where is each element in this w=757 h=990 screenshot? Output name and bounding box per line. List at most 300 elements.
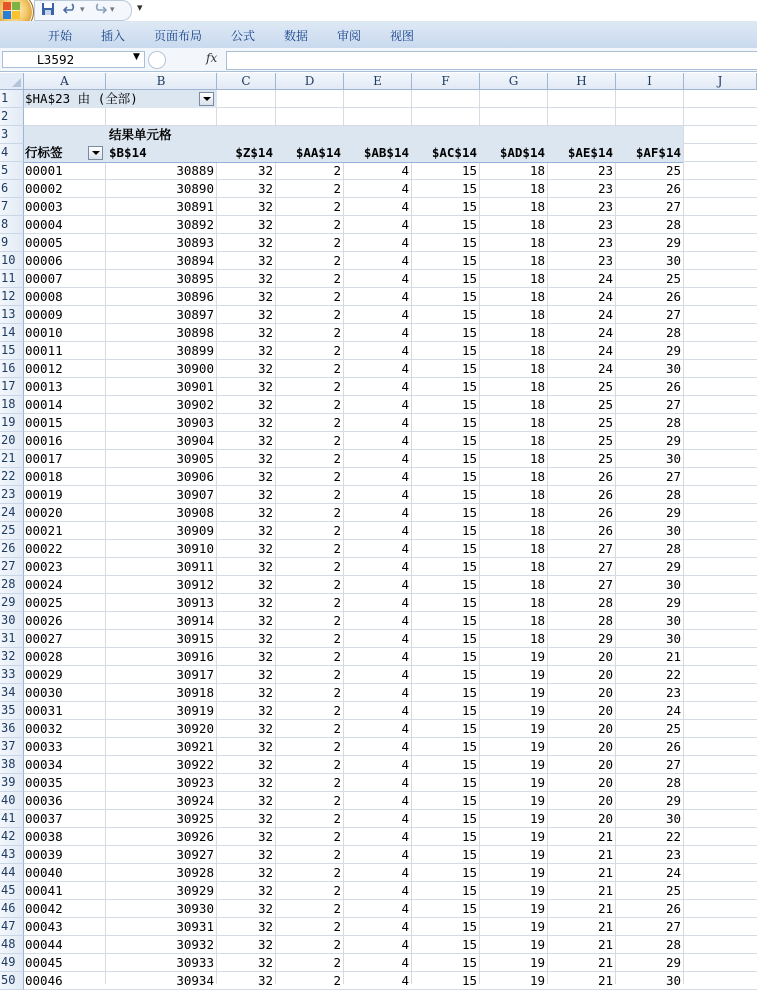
row-header[interactable]: 11: [0, 270, 24, 288]
data-cell: 15: [461, 613, 477, 628]
data-cell: 2: [333, 235, 341, 250]
row-label: 00033: [25, 739, 63, 754]
tab-data[interactable]: 数据: [284, 29, 309, 43]
data-cell: 21: [597, 937, 613, 952]
row-header[interactable]: 34: [0, 684, 24, 702]
row-labels-header: 行标签: [25, 145, 63, 160]
row-header[interactable]: 1: [0, 90, 24, 108]
data-cell: 2: [333, 901, 341, 916]
undo-icon[interactable]: [63, 2, 77, 18]
data-cell: 2: [333, 631, 341, 646]
data-cell: 30923: [176, 775, 214, 790]
data-cell: 30895: [176, 271, 214, 286]
data-cell: 30903: [176, 415, 214, 430]
data-cell: 2: [333, 577, 341, 592]
data-cell: 30909: [176, 523, 214, 538]
data-cell: 32: [257, 541, 273, 556]
data-cell: 18: [529, 541, 545, 556]
data-cell: 25: [597, 433, 613, 448]
data-cell: 2: [333, 397, 341, 412]
data-cell: 26: [597, 505, 613, 520]
row-header[interactable]: 23: [0, 486, 24, 504]
data-cell: 4: [401, 955, 409, 970]
report-filter-dropdown-icon[interactable]: [199, 92, 214, 106]
column-header-a[interactable]: A: [24, 73, 106, 90]
data-cell: 4: [401, 487, 409, 502]
data-cell: 32: [257, 739, 273, 754]
data-cell: 32: [257, 883, 273, 898]
data-cell: 23: [597, 163, 613, 178]
data-cell: 30904: [176, 433, 214, 448]
row-header[interactable]: 36: [0, 720, 24, 738]
row-header[interactable]: 3: [0, 126, 24, 144]
data-cell: 29: [665, 595, 681, 610]
data-cell: 15: [461, 253, 477, 268]
data-cell: 2: [333, 433, 341, 448]
formula-input[interactable]: [226, 51, 757, 70]
data-cell: 2: [333, 595, 341, 610]
data-cell: 32: [257, 181, 273, 196]
data-cell: 32: [257, 289, 273, 304]
data-cell: 32: [257, 451, 273, 466]
save-icon[interactable]: [41, 2, 55, 18]
data-cell: 2: [333, 649, 341, 664]
data-cell: 30932: [176, 937, 214, 952]
data-cell: 30907: [176, 487, 214, 502]
data-cell: 4: [401, 613, 409, 628]
row-header[interactable]: 2: [0, 108, 24, 126]
data-cell: 18: [529, 235, 545, 250]
data-cell: 30925: [176, 811, 214, 826]
data-cell: 2: [333, 973, 341, 988]
data-cell: 19: [529, 685, 545, 700]
data-cell: 4: [401, 253, 409, 268]
data-cell: 28: [665, 217, 681, 232]
data-cell: 32: [257, 235, 273, 250]
data-cell: 2: [333, 865, 341, 880]
data-cell: 2: [333, 253, 341, 268]
insert-function-icon[interactable]: fx: [206, 51, 218, 65]
row-label: 00008: [25, 289, 63, 304]
data-cell: 26: [665, 289, 681, 304]
data-cell: 21: [665, 649, 681, 664]
data-cell: 15: [461, 577, 477, 592]
data-cell: 18: [529, 163, 545, 178]
data-cell: 15: [461, 217, 477, 232]
data-cell: 4: [401, 973, 409, 988]
data-cell: 28: [665, 415, 681, 430]
data-cell: 20: [597, 703, 613, 718]
data-cell: 30: [665, 361, 681, 376]
tab-view[interactable]: 视图: [390, 29, 415, 43]
data-cell: 23: [597, 199, 613, 214]
row-header[interactable]: 16: [0, 360, 24, 378]
data-cell: 15: [461, 523, 477, 538]
data-cell: 2: [333, 919, 341, 934]
row-header[interactable]: 43: [0, 846, 24, 864]
data-cell: 32: [257, 163, 273, 178]
data-cell: 21: [597, 919, 613, 934]
data-cell: 27: [665, 199, 681, 214]
data-cell: 30897: [176, 307, 214, 322]
data-cell: 2: [333, 343, 341, 358]
data-cell: 4: [401, 271, 409, 286]
data-cell: 32: [257, 631, 273, 646]
row-header[interactable]: 30: [0, 612, 24, 630]
select-all-button[interactable]: [0, 73, 24, 90]
row-header[interactable]: 15: [0, 342, 24, 360]
data-cell: 32: [257, 793, 273, 808]
data-cell: 27: [665, 469, 681, 484]
row-label: 00022: [25, 541, 63, 556]
row-label: 00016: [25, 433, 63, 448]
data-cell: 30919: [176, 703, 214, 718]
row-header[interactable]: 18: [0, 396, 24, 414]
data-cell: 4: [401, 865, 409, 880]
data-cell: 28: [665, 541, 681, 556]
column-header-h[interactable]: H: [548, 73, 616, 90]
data-cell: 4: [401, 829, 409, 844]
data-cell: 30920: [176, 721, 214, 736]
data-cell: 32: [257, 469, 273, 484]
data-cell: 25: [665, 271, 681, 286]
row-header[interactable]: 9: [0, 234, 24, 252]
data-cell: 2: [333, 181, 341, 196]
data-cell: 32: [257, 577, 273, 592]
row-header[interactable]: 26: [0, 540, 24, 558]
data-cell: 30891: [176, 199, 214, 214]
data-cell: 15: [461, 343, 477, 358]
row-label: 00001: [25, 163, 63, 178]
row-label: 00027: [25, 631, 63, 646]
data-cell: 15: [461, 955, 477, 970]
data-cell: 15: [461, 541, 477, 556]
data-cell: 25: [665, 721, 681, 736]
tab-review[interactable]: 审阅: [337, 29, 362, 43]
data-cell: 24: [597, 325, 613, 340]
data-cell: 4: [401, 379, 409, 394]
row-header[interactable]: 32: [0, 648, 24, 666]
row-header[interactable]: 10: [0, 252, 24, 270]
row-label: 00043: [25, 919, 63, 934]
row-header[interactable]: 50: [0, 972, 24, 990]
data-cell: 30899: [176, 343, 214, 358]
row-header[interactable]: 27: [0, 558, 24, 576]
data-cell: 32: [257, 559, 273, 574]
data-cell: 26: [665, 901, 681, 916]
name-box[interactable]: [2, 51, 145, 68]
select-all-icon: [12, 78, 21, 87]
column-header-g[interactable]: G: [480, 73, 548, 90]
data-cell: 26: [597, 469, 613, 484]
data-cell: 25: [665, 163, 681, 178]
data-cell: 18: [529, 469, 545, 484]
row-label: 00004: [25, 217, 63, 232]
data-cell: 30: [665, 253, 681, 268]
data-cell: 30: [665, 577, 681, 592]
data-cell: 2: [333, 811, 341, 826]
column-header-f[interactable]: F: [412, 73, 480, 90]
row-header[interactable]: 41: [0, 810, 24, 828]
row-label: 00020: [25, 505, 63, 520]
data-cell: 2: [333, 721, 341, 736]
data-cell: 4: [401, 541, 409, 556]
redo-icon[interactable]: [93, 2, 107, 18]
tab-home[interactable]: 开始: [48, 29, 73, 43]
data-cell: 2: [333, 523, 341, 538]
data-cell: 18: [529, 595, 545, 610]
row-header[interactable]: 6: [0, 180, 24, 198]
data-cell: 4: [401, 505, 409, 520]
data-cell: 30902: [176, 397, 214, 412]
data-cell: 4: [401, 883, 409, 898]
data-cell: 27: [597, 541, 613, 556]
data-cell: 30894: [176, 253, 214, 268]
column-header-c[interactable]: C: [217, 73, 276, 90]
data-cell: 22: [665, 667, 681, 682]
data-cell: 30927: [176, 847, 214, 862]
data-cell: 18: [529, 397, 545, 412]
name-box-dropdown-icon[interactable]: ▼: [133, 52, 140, 62]
data-cell: 2: [333, 613, 341, 628]
data-cell: 21: [597, 829, 613, 844]
data-cell: 30901: [176, 379, 214, 394]
row-header[interactable]: 39: [0, 774, 24, 792]
row-header[interactable]: 20: [0, 432, 24, 450]
row-header[interactable]: 33: [0, 666, 24, 684]
row-header[interactable]: 7: [0, 198, 24, 216]
data-cell: 15: [461, 307, 477, 322]
row-header[interactable]: 31: [0, 630, 24, 648]
data-cell: 4: [401, 577, 409, 592]
formula-bar: [0, 48, 757, 72]
row-header[interactable]: 17: [0, 378, 24, 396]
data-cell: 32: [257, 271, 273, 286]
quick-access-toolbar: [34, 0, 132, 21]
data-cell: 2: [333, 955, 341, 970]
data-cell: 32: [257, 847, 273, 862]
row-header[interactable]: 37: [0, 738, 24, 756]
row-header[interactable]: 28: [0, 576, 24, 594]
data-cell: 15: [461, 649, 477, 664]
data-cell: 15: [461, 505, 477, 520]
row-label: 00038: [25, 829, 63, 844]
data-cell: 20: [597, 775, 613, 790]
row-header[interactable]: 42: [0, 828, 24, 846]
data-cell: 19: [529, 901, 545, 916]
data-cell: 2: [333, 307, 341, 322]
row-header[interactable]: 49: [0, 954, 24, 972]
data-cell: 15: [461, 559, 477, 574]
data-cell: 4: [401, 685, 409, 700]
data-cell: 23: [665, 847, 681, 862]
data-cell: 15: [461, 289, 477, 304]
data-cell: 32: [257, 775, 273, 790]
row-header[interactable]: 22: [0, 468, 24, 486]
data-cell: 2: [333, 793, 341, 808]
row-header[interactable]: 47: [0, 918, 24, 936]
data-cell: 18: [529, 253, 545, 268]
row-labels-filter-icon[interactable]: [88, 146, 103, 160]
row-header[interactable]: 38: [0, 756, 24, 774]
formula-controls: [148, 51, 224, 68]
row-label: 00031: [25, 703, 63, 718]
data-cell: 2: [333, 829, 341, 844]
row-header[interactable]: 14: [0, 324, 24, 342]
tab-page-layout[interactable]: 页面布局: [154, 29, 203, 43]
row-header[interactable]: 46: [0, 900, 24, 918]
data-cell: 19: [529, 757, 545, 772]
row-header[interactable]: 48: [0, 936, 24, 954]
data-cell: 30921: [176, 739, 214, 754]
data-cell: 19: [529, 811, 545, 826]
data-cell: 30906: [176, 469, 214, 484]
row-label: 00006: [25, 253, 63, 268]
customize-qat-icon[interactable]: ▾: [137, 1, 143, 14]
row-header[interactable]: 21: [0, 450, 24, 468]
data-cell: 15: [461, 397, 477, 412]
row-label: 00046: [25, 973, 63, 988]
data-cell: 24: [665, 703, 681, 718]
data-cell: 15: [461, 181, 477, 196]
redo-dropdown-icon[interactable]: ▾: [110, 5, 115, 15]
data-cell: 27: [665, 919, 681, 934]
row-header[interactable]: 13: [0, 306, 24, 324]
data-cell: 4: [401, 703, 409, 718]
field-header: $B$14: [109, 145, 147, 160]
row-header[interactable]: 25: [0, 522, 24, 540]
row-header[interactable]: 19: [0, 414, 24, 432]
row-label: 00003: [25, 199, 63, 214]
data-cell: 30896: [176, 289, 214, 304]
data-cell: 30911: [176, 559, 214, 574]
data-cell: 4: [401, 937, 409, 952]
row-header[interactable]: 40: [0, 792, 24, 810]
column-header-i[interactable]: I: [616, 73, 684, 90]
data-cell: 24: [665, 865, 681, 880]
data-cell: 28: [665, 937, 681, 952]
row-header[interactable]: 8: [0, 216, 24, 234]
data-cell: 15: [461, 829, 477, 844]
column-header-e[interactable]: E: [344, 73, 412, 90]
data-cell: 28: [665, 775, 681, 790]
undo-dropdown-icon[interactable]: ▾: [80, 5, 85, 15]
data-cell: 15: [461, 865, 477, 880]
data-cell: 29: [665, 433, 681, 448]
row-label: 00026: [25, 613, 63, 628]
tab-insert[interactable]: 插入: [101, 29, 126, 43]
data-cell: 25: [597, 451, 613, 466]
data-cell: 15: [461, 271, 477, 286]
row-label: 00040: [25, 865, 63, 880]
column-header-j[interactable]: J: [684, 73, 757, 90]
data-cell: 19: [529, 721, 545, 736]
data-cell: 32: [257, 505, 273, 520]
row-header[interactable]: 24: [0, 504, 24, 522]
data-cell: 32: [257, 757, 273, 772]
data-cell: 4: [401, 181, 409, 196]
row-header[interactable]: 35: [0, 702, 24, 720]
data-cell: 4: [401, 289, 409, 304]
data-cell: 18: [529, 307, 545, 322]
data-cell: 26: [665, 739, 681, 754]
data-cell: 15: [461, 487, 477, 502]
data-cell: 21: [597, 883, 613, 898]
column-header-d[interactable]: D: [276, 73, 344, 90]
row-header[interactable]: 29: [0, 594, 24, 612]
data-cell: 30928: [176, 865, 214, 880]
data-cell: 15: [461, 847, 477, 862]
data-cell: 21: [597, 847, 613, 862]
row-header[interactable]: 45: [0, 882, 24, 900]
data-cell: 32: [257, 595, 273, 610]
data-cell: 18: [529, 451, 545, 466]
data-cell: 18: [529, 559, 545, 574]
data-cell: 15: [461, 721, 477, 736]
data-cell: 24: [597, 271, 613, 286]
data-cell: 28: [665, 487, 681, 502]
data-cell: 15: [461, 415, 477, 430]
data-cell: 23: [597, 217, 613, 232]
row-label: 00025: [25, 595, 63, 610]
row-header[interactable]: 12: [0, 288, 24, 306]
data-cell: 4: [401, 199, 409, 214]
data-cell: 19: [529, 865, 545, 880]
data-cell: 4: [401, 775, 409, 790]
data-cell: 28: [665, 325, 681, 340]
data-cell: 30: [665, 523, 681, 538]
row-label: 00030: [25, 685, 63, 700]
data-cell: 32: [257, 487, 273, 502]
row-header[interactable]: 44: [0, 864, 24, 882]
row-header[interactable]: 5: [0, 162, 24, 180]
data-cell: 15: [461, 757, 477, 772]
row-label: 00042: [25, 901, 63, 916]
data-cell: 29: [665, 955, 681, 970]
data-cell: 30: [665, 631, 681, 646]
data-cell: 18: [529, 271, 545, 286]
data-cell: 15: [461, 811, 477, 826]
data-cell: 18: [529, 217, 545, 232]
tab-formulas[interactable]: 公式: [231, 29, 256, 43]
formula-cancel-icon[interactable]: [148, 51, 166, 69]
data-cell: 18: [529, 487, 545, 502]
row-label: 00013: [25, 379, 63, 394]
data-cell: 30: [665, 811, 681, 826]
data-cell: 32: [257, 721, 273, 736]
data-cell: 2: [333, 289, 341, 304]
data-cell: 4: [401, 811, 409, 826]
data-cell: 18: [529, 343, 545, 358]
data-cell: 20: [597, 721, 613, 736]
data-cell: 25: [665, 883, 681, 898]
row-label: 00015: [25, 415, 63, 430]
data-cell: 21: [597, 955, 613, 970]
row-header[interactable]: 4: [0, 144, 24, 162]
data-cell: 15: [461, 901, 477, 916]
data-cell: 30926: [176, 829, 214, 844]
data-cell: 32: [257, 865, 273, 880]
column-header-b[interactable]: B: [106, 73, 217, 90]
data-cell: 29: [665, 343, 681, 358]
data-cell: 15: [461, 739, 477, 754]
data-cell: 2: [333, 757, 341, 772]
data-cell: 15: [461, 793, 477, 808]
data-cell: 27: [597, 577, 613, 592]
data-cell: 27: [597, 559, 613, 574]
data-cell: 18: [529, 433, 545, 448]
data-cell: 4: [401, 847, 409, 862]
